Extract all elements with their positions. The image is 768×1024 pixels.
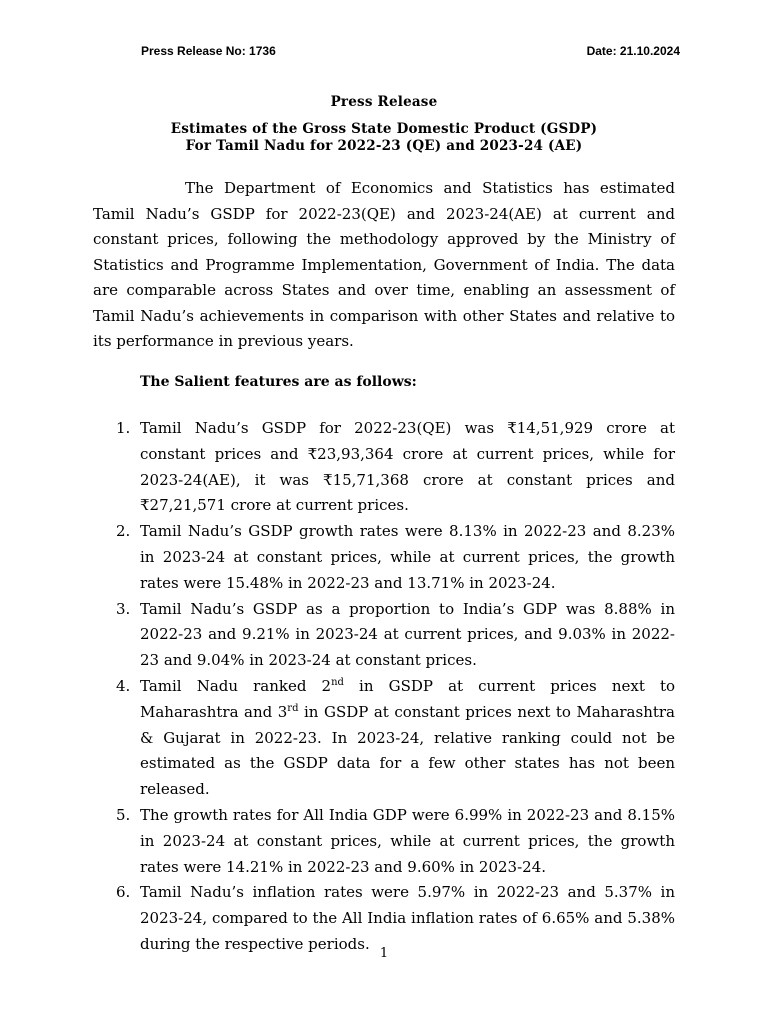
list-item-number: 5. [116,805,131,824]
list-item-number: 4. [116,676,131,695]
list-item-number: 1. [116,419,131,437]
page-number: 1 [379,946,389,961]
list-item-number: 2. [116,522,131,541]
document-title-line-1: Estimates of the Gross State Domestic Product (GSDP) [170,121,598,137]
salient-features-heading: The Salient features are as follows: [140,374,417,390]
ordinal-suffix: rd [287,702,299,714]
document-heading: Press Release [330,94,438,110]
list-item-text-part: in GSDP at constant prices next to Maharashtra & Gujarat in 2022-23. In 2023-24, relative ranking could not be estimated as the GSDP data for a few other states has not been released. [140,702,675,799]
list-item-text-part: in GSDP at current prices next to Maharashtra and 3 [140,676,676,721]
document-title-line-2: For Tamil Nadu for 2022-23 (QE) and 2023-24 (AE) [185,138,583,154]
list-item [93,597,675,674]
list-item-text: Tamil Nadu’s GSDP growth rates were 8.13% in 2022-23 and 8.23% in 2023-24 at constant prices, while at current prices, the growth rates were 15.48% in 2022-23 and 13.71% in 2023-24. [140,522,675,592]
list-item [93,519,675,596]
list-item [93,803,675,880]
list-item-number: 6. [116,883,131,902]
list-item-text: Tamil Nadu’s GSDP for 2022-23(QE) was ₹14,51,929 crore at constant prices and ₹23,93,364 crore at current prices, while for 2023-24(AE), it was ₹15,71,368 crore at constant prices and ₹27,21,571 crore at current prices. [140,419,675,515]
list-item-number: 3. [116,599,131,618]
list-item [93,674,675,803]
release-date: Date: 21.10.2024 [586,44,680,58]
list-item-text: Tamil Nadu’s inflation rates were 5.97% in 2022-23 and 5.37% in 2023-24, compared to the All India inflation rates of 6.65% and 5.38% during the respective periods. [140,883,675,953]
list-item-text: The growth rates for All India GDP were 6.99% in 2022-23 and 8.15% in 2023-24 at constant prices, while at current prices, the growth rates were 14.21% in 2022-23 and 9.60% in 2023-24. [140,805,675,876]
list-item-text: Tamil Nadu’s GSDP as a proportion to India’s GDP was 8.88% in 2022-23 and 9.21% in 2023-24 at current prices, and 9.03% in 2022-23 and 9.04% in 2023-24 at constant prices. [140,599,675,670]
list-item-text-part: Tamil Nadu ranked 2 [140,676,332,695]
ordinal-suffix: nd [331,676,344,688]
intro-paragraph: The Department of Economics and Statistics has estimated Tamil Nadu’s GSDP for 2022-23(QE) and 2023-24(AE) at current and constant prices, following the methodology approved by the Ministry of Statistics and Programme Implementation, Government of India. The data are comparable across States and over time, enabling an assessment of Tamil Nadu’s achievements in comparison with other States and relative to its performance in previous years. [93,179,675,350]
page-header [141,44,680,58]
press-release-number: Press Release No: 1736 [141,44,276,58]
list-item [93,416,675,519]
features-list [93,416,675,958]
